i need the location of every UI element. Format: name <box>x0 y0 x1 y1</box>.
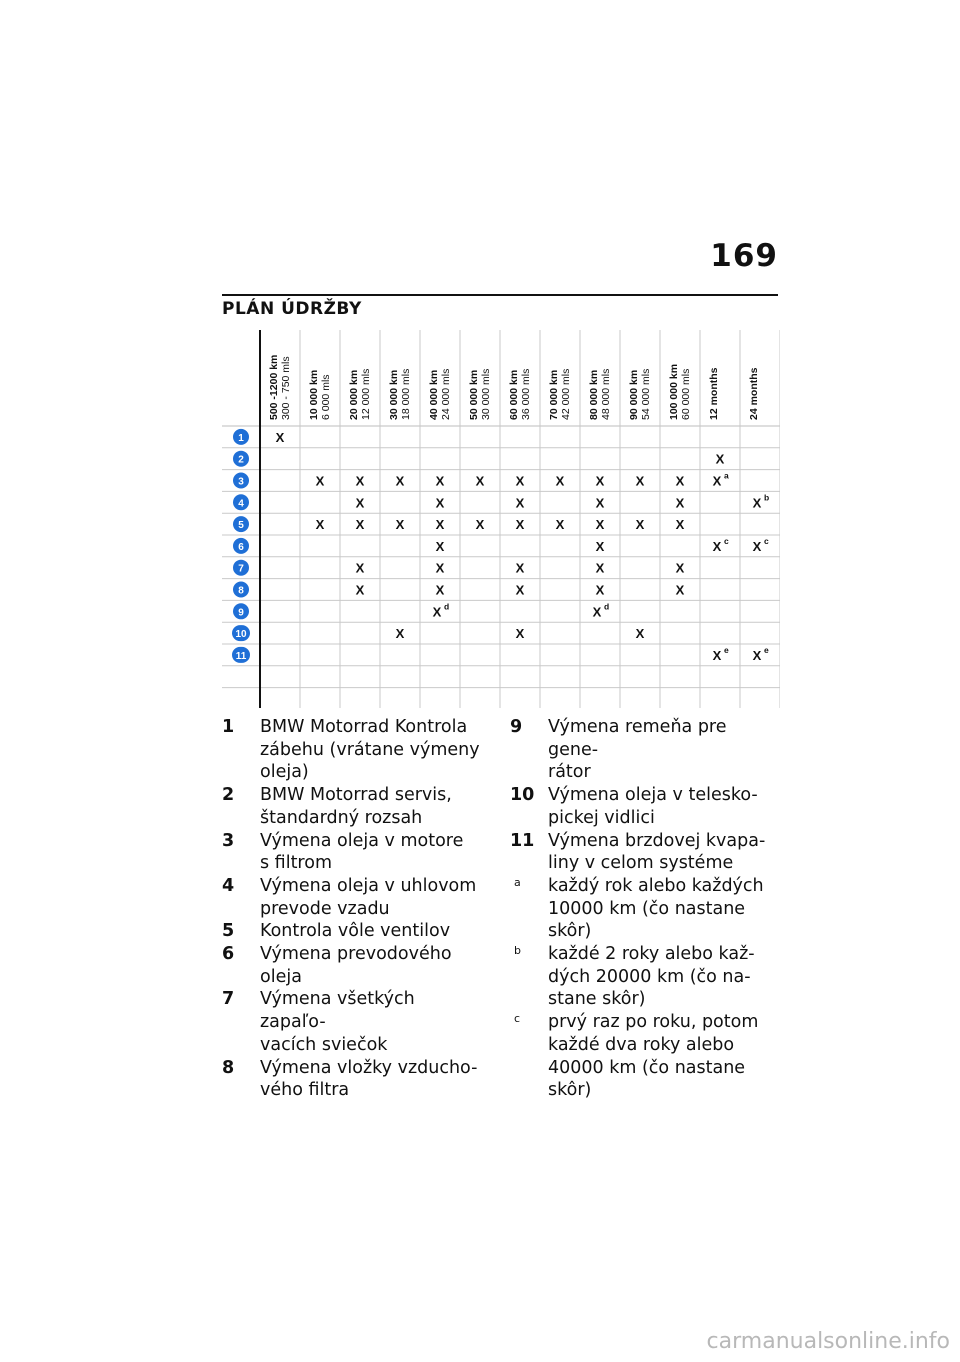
cell-mark: X <box>555 517 565 533</box>
column-header-mls: 300 - 750 mls <box>280 356 292 420</box>
cell-mark: X <box>355 582 365 598</box>
column-header <box>428 369 452 420</box>
column-header-km: 20 000 km <box>348 369 360 420</box>
legend-item <box>510 784 780 829</box>
cell-mark: X <box>675 560 685 576</box>
legend-text: Výmena prevodového oleja <box>260 944 452 987</box>
column-header <box>668 364 692 420</box>
cell-mark: X <box>635 626 645 642</box>
cell-footnote: c <box>764 535 769 546</box>
cell-mark: X <box>515 473 525 489</box>
svg-text:8: 8 <box>238 585 244 597</box>
cell-mark: X <box>435 560 445 576</box>
cell-mark: X <box>555 473 565 489</box>
legend-left <box>222 716 482 1102</box>
legend-item <box>510 1011 780 1102</box>
svg-text:6: 6 <box>238 541 244 553</box>
legend-text: Kontrola vôle ventilov <box>260 921 451 942</box>
legend-number: 7 <box>222 989 235 1010</box>
cell-mark: X <box>752 538 762 554</box>
legend-text: Výmena vložky vzducho- vého filtra <box>260 1057 478 1101</box>
legend-text: každý rok alebo každých 10000 km (čo nastane skôr) <box>548 875 764 942</box>
legend-number: 9 <box>510 717 523 737</box>
svg-text:3: 3 <box>238 476 244 488</box>
column-header <box>268 355 292 420</box>
column-header <box>388 369 412 420</box>
cell-mark: X <box>635 517 645 533</box>
column-header-km: 50 000 km <box>468 369 480 420</box>
svg-text:10: 10 <box>235 629 247 641</box>
cell-mark: X <box>395 626 405 642</box>
cell-footnote: e <box>764 644 769 655</box>
legend-right <box>510 716 780 1102</box>
legend-text: BMW Motorrad servis, štandardný rozsah <box>260 785 452 828</box>
column-header <box>548 369 572 420</box>
row-badge-6 <box>233 538 249 554</box>
legend-item <box>222 988 482 1056</box>
column-header <box>748 367 760 420</box>
column-header <box>468 369 492 420</box>
legend-number: a <box>514 875 521 889</box>
cell-mark: X <box>395 517 405 533</box>
column-header-km: 70 000 km <box>548 369 560 420</box>
row-badge-1 <box>233 429 249 445</box>
legend-text: každé 2 roky alebo kaž- dých 20000 km (čo na- stane skôr) <box>548 944 755 1010</box>
column-header-mls: 24 000 mls <box>440 368 452 420</box>
cell-footnote: d <box>604 601 610 612</box>
legend-item <box>222 875 482 920</box>
legend-item <box>222 830 482 875</box>
legend-text: Výmena oleja v uhlovom prevode vzadu <box>260 875 477 919</box>
legend-item <box>510 943 780 1011</box>
row-badge-9 <box>233 603 249 619</box>
column-header-mls: 48 000 mls <box>600 368 612 420</box>
cell-mark: X <box>315 517 325 533</box>
legend-text: Výmena brzdovej kvapa- liny v celom systéme <box>548 830 766 874</box>
column-header <box>308 370 332 420</box>
legend-item <box>510 716 780 784</box>
cell-mark: X <box>515 582 525 598</box>
legend-item <box>510 875 780 943</box>
cell-mark: X <box>635 473 645 489</box>
legend-text: Výmena oleja v motore s filtrom <box>260 830 464 874</box>
legend-number: 1 <box>222 717 235 737</box>
legend-text: Výmena všetkých zapaľo- vacích sviečok <box>260 989 415 1055</box>
row-badge-7 <box>233 560 249 576</box>
row-badge-8 <box>233 582 249 598</box>
column-header-km: 90 000 km <box>628 369 640 420</box>
cell-mark: X <box>435 582 445 598</box>
svg-text:5: 5 <box>238 520 244 532</box>
cell-mark: X <box>675 582 685 598</box>
page-number: 169 <box>710 238 778 274</box>
cell-mark: X <box>752 495 762 511</box>
legend-number: 5 <box>222 921 235 942</box>
cell-mark: X <box>712 647 722 663</box>
cell-footnote: c <box>724 535 729 546</box>
column-header-mls: 30 000 mls <box>480 368 492 420</box>
legend-item <box>222 784 482 829</box>
column-header-mls: 54 000 mls <box>640 368 652 420</box>
column-header-km: 30 000 km <box>388 369 400 420</box>
cell-footnote: a <box>724 470 729 481</box>
cell-footnote: d <box>444 601 450 612</box>
row-badge-11 <box>232 647 250 663</box>
cell-mark: X <box>275 429 285 445</box>
cell-footnote: b <box>764 492 770 503</box>
column-header-km: 24 months <box>748 367 760 420</box>
legend-number: 6 <box>222 944 235 965</box>
cell-mark: X <box>435 538 445 554</box>
cell-mark: X <box>475 517 485 533</box>
svg-text:7: 7 <box>238 563 244 575</box>
maintenance-table <box>222 330 780 708</box>
legend-number: 4 <box>222 875 235 896</box>
cell-mark: X <box>515 517 525 533</box>
cell-mark: X <box>675 495 685 511</box>
cell-mark: X <box>592 604 602 620</box>
column-header <box>348 369 372 420</box>
legend-number: 2 <box>222 785 235 806</box>
legend-number: 11 <box>510 830 535 851</box>
row-badge-2 <box>233 451 249 467</box>
maintenance-grid <box>222 330 780 708</box>
legend-text: Výmena oleja v telesko- pickej vidlici <box>548 785 758 828</box>
cell-mark: X <box>595 517 605 533</box>
cell-mark: X <box>675 473 685 489</box>
cell-mark: X <box>752 647 762 663</box>
svg-text:11: 11 <box>235 650 247 662</box>
legend-number: c <box>514 1012 521 1026</box>
legend-item <box>222 716 482 784</box>
legend-item <box>222 943 482 988</box>
cell-mark: X <box>515 560 525 576</box>
cell-mark: X <box>712 473 722 489</box>
legend-text: prvý raz po roku, potom každé dva roky alebo 40000 km (čo nastane skôr) <box>548 1012 759 1101</box>
column-header-km: 500 -1200 km <box>268 354 280 420</box>
row-badge-5 <box>233 516 249 532</box>
cell-mark: X <box>355 560 365 576</box>
column-header-km: 100 000 km <box>668 363 680 420</box>
legend-number: 8 <box>222 1057 235 1078</box>
row-badge-4 <box>233 494 249 510</box>
legend-item <box>222 920 482 943</box>
column-header <box>708 367 720 420</box>
watermark: carmanualsonline.info <box>706 1329 950 1354</box>
cell-mark: X <box>395 473 405 489</box>
column-header-km: 40 000 km <box>428 369 440 420</box>
column-header-km: 80 000 km <box>588 369 600 420</box>
legend-text: BMW Motorrad Kontrola zábehu (vrátane výmeny oleja) <box>260 717 480 783</box>
cell-mark: X <box>675 517 685 533</box>
column-header <box>588 369 612 420</box>
column-header <box>628 369 652 420</box>
column-header-km: 10 000 km <box>308 369 320 420</box>
svg-text:9: 9 <box>238 607 244 619</box>
cell-mark: X <box>595 582 605 598</box>
cell-mark: X <box>435 517 445 533</box>
svg-text:4: 4 <box>238 498 244 510</box>
column-header-mls: 12 000 mls <box>360 368 372 420</box>
cell-mark: X <box>432 604 442 620</box>
legend-number: 3 <box>222 830 235 851</box>
legend-number: b <box>514 944 521 958</box>
cell-mark: X <box>355 517 365 533</box>
cell-mark: X <box>595 560 605 576</box>
svg-text:2: 2 <box>238 454 244 466</box>
column-header-mls: 18 000 mls <box>400 368 412 420</box>
cell-mark: X <box>475 473 485 489</box>
cell-mark: X <box>712 538 722 554</box>
cell-mark: X <box>515 495 525 511</box>
legend-item <box>222 1057 482 1102</box>
cell-mark: X <box>435 495 445 511</box>
column-header-mls: 36 000 mls <box>520 368 532 420</box>
cell-mark: X <box>515 626 525 642</box>
cell-mark: X <box>595 538 605 554</box>
cell-mark: X <box>715 451 725 467</box>
column-header-mls: 6 000 mls <box>320 374 332 420</box>
cell-mark: X <box>315 473 325 489</box>
cell-footnote: e <box>724 644 729 655</box>
section-title: PLÁN ÚDRŽBY <box>222 299 362 319</box>
row-badge-10 <box>232 625 250 641</box>
legend-text: Výmena remeňa pre gene- rátor <box>548 717 727 783</box>
column-header-mls: 60 000 mls <box>680 368 692 420</box>
column-header <box>508 369 532 420</box>
column-header-mls: 42 000 mls <box>560 368 572 420</box>
svg-text:1: 1 <box>238 432 244 444</box>
cell-mark: X <box>595 473 605 489</box>
column-header-km: 12 months <box>708 367 720 420</box>
cell-mark: X <box>595 495 605 511</box>
cell-mark: X <box>435 473 445 489</box>
row-badge-3 <box>233 473 249 489</box>
cell-mark: X <box>355 473 365 489</box>
cell-mark: X <box>355 495 365 511</box>
legend-number: 10 <box>510 785 535 806</box>
legend-item <box>510 830 780 875</box>
column-header-km: 60 000 km <box>508 369 520 420</box>
header-rule <box>222 294 778 296</box>
